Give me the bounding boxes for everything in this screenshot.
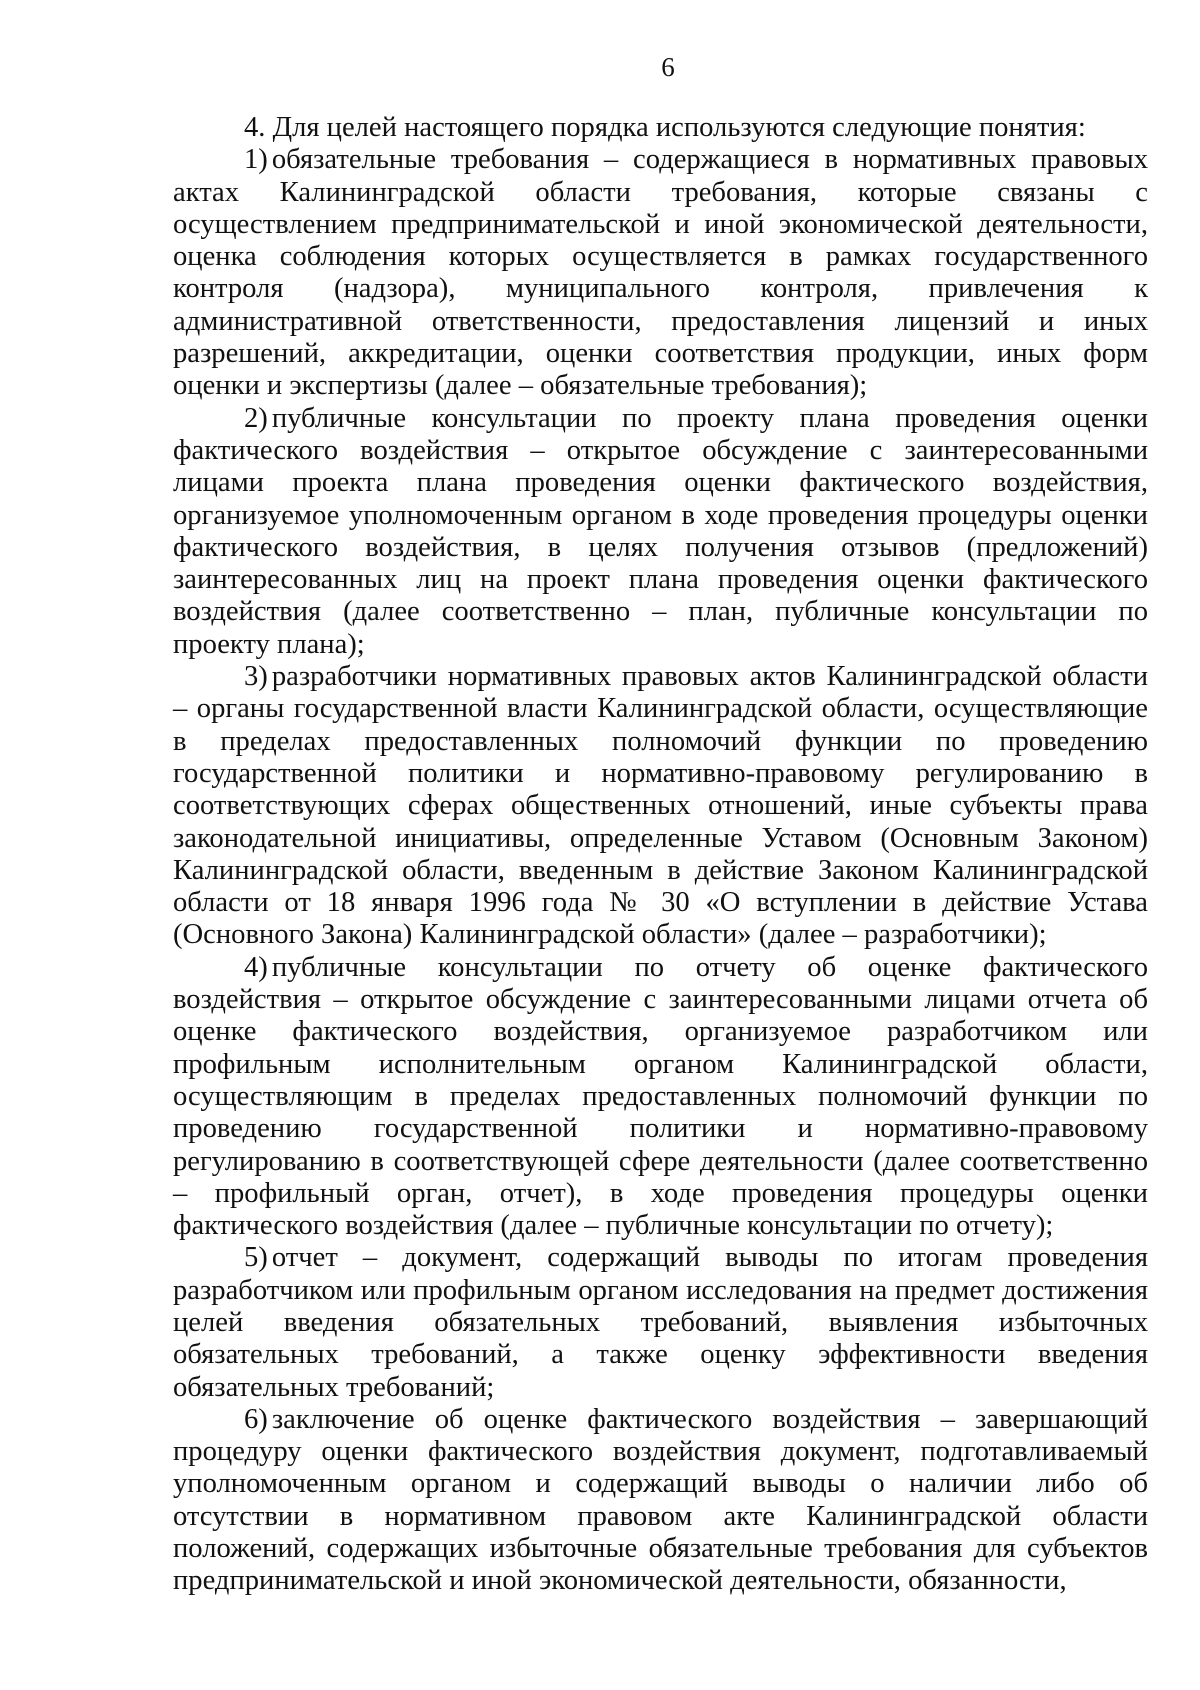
item-number: 4) [244, 951, 268, 983]
item-text: обязательные требования – содержащиеся в нормативных правовых актах Калининградской области требования, которые связаны с осуществлением предпринимательской и иной экономической деятельности, оценка соблюдения которых осуществляется в рамках государственного контроля (надзора), муниципального контроля, привлечения к административной ответственности, предоставления лицензий и иных разрешений, аккредитации, оценки соответствия продукции, иных форм оценки и экспертизы (далее – обязательные требования); [173, 144, 1148, 402]
definition-item-6 [173, 1404, 1148, 1598]
item-text: публичные консультации по отчету об оценке фактического воздействия – открытое обсуждение с заинтересованными лицами отчета об оценке фактического воздействия, организуемое разработчиком или профильным исполнительным органом Калининградской области, осуществляющим в пределах предоставленных полномочий функции по проведению государственной политики и нормативно-правовому регулированию в соответствующей сфере деятельности (далее соответственно – профильный орган, отчет), в ходе проведения процедуры оценки фактического воздействия (далее – публичные консультации по отчету); [173, 951, 1148, 1242]
item-number: 1) [244, 144, 268, 176]
document-body [173, 112, 1148, 1598]
definition-item-3 [173, 661, 1148, 952]
definition-item-1 [173, 144, 1148, 402]
item-text: заключение об оценке фактического воздействия – завершающий процедуру оценки фактического воздействия документ, подготавливаемый уполномоченным органом и содержащий выводы о наличии либо об отсутствии в нормативном правовом акте Калининградской области положений, содержащих избыточные обязательные требования для субъектов предпринимательской и иной экономической деятельности, обязанности, [173, 1403, 1148, 1597]
item-number: 5) [244, 1242, 268, 1274]
item-number: 3) [244, 661, 268, 693]
item-text: публичные консультации по проекту плана проведения оценки фактического воздействия – открытое обсуждение с заинтересованными лицами проекта плана проведения оценки фактического воздействия, организуемое уполномоченным органом в ходе проведения процедуры оценки фактического воздействия, в целях получения отзывов (предложений) заинтересованных лиц на проект плана проведения оценки фактического воздействия (далее соответственно – план, публичные консультации по проекту плана); [173, 402, 1148, 660]
page-number: 6 [661, 52, 675, 82]
definition-item-4 [173, 952, 1148, 1243]
item-text: отчет – документ, содержащий выводы по итогам проведения разработчиком или профильным органом исследования на предмет достижения целей введения обязательных требований, выявления избыточных обязательных требований, а также оценку эффективности введения обязательных требований; [173, 1242, 1148, 1403]
item-number: 6) [244, 1403, 268, 1435]
definition-item-2 [173, 403, 1148, 661]
item-text: разработчики нормативных правовых актов Калининградской области – органы государственной власти Калининградской области, осуществляющие в пределах предоставленных полномочий функции по проведению государственной политики и нормативно-правовому регулированию в соответствующих сферах общественных отношений, иные субъекты права законодательной инициативы, определенные Уставом (Основным Законом) Калининградской области, введенным в действие Законом Калининградской области от 18 января 1996 года № 30 «О вступлении в действие Устава (Основного Закона) Калининградской области» (далее – разработчики); [173, 661, 1148, 951]
intro-paragraph: 4. Для целей настоящего порядка используются следующие понятия: [244, 112, 1086, 143]
definition-item-5 [173, 1242, 1148, 1403]
item-number: 2) [244, 402, 268, 434]
